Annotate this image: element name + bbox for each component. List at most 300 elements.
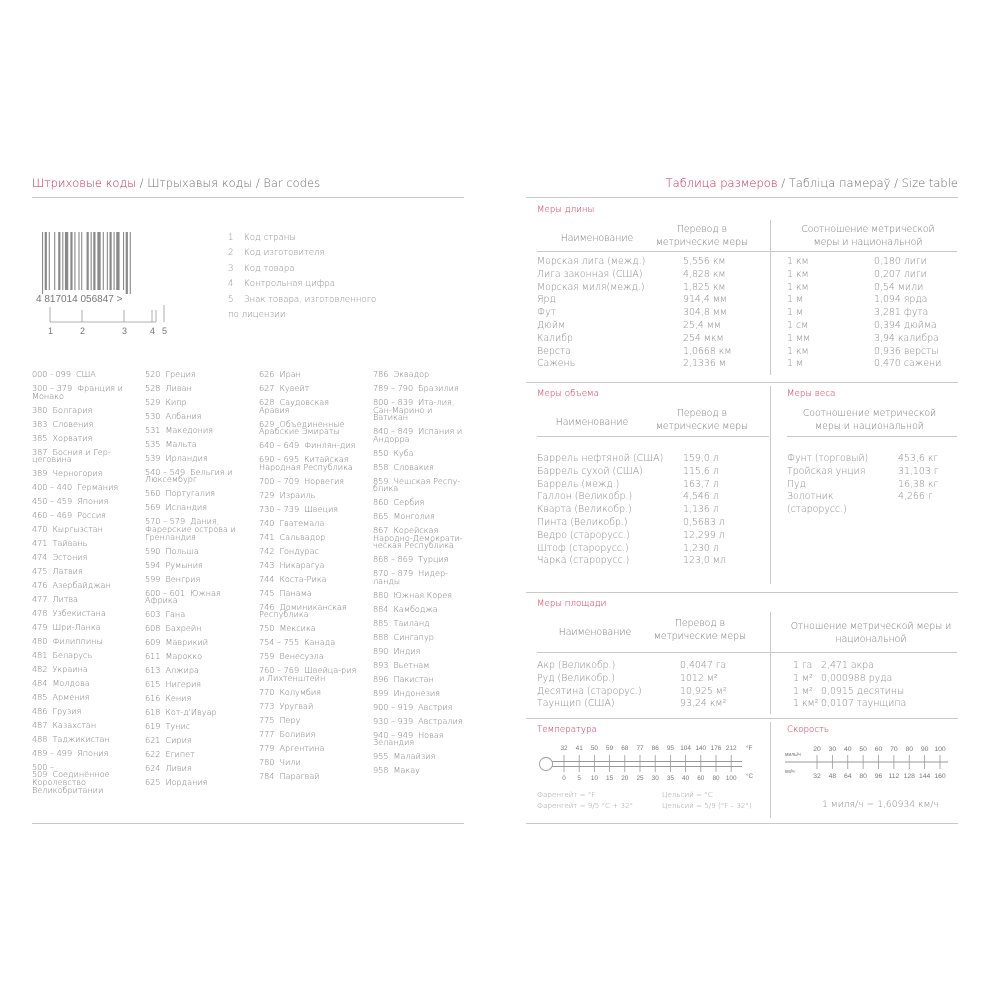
mph-value: 100 — [934, 746, 946, 753]
country-code-row — [259, 653, 359, 661]
country-code-row — [259, 686, 359, 697]
length-header-conv: Перевод в метрические меры — [655, 224, 749, 248]
length-name: Лига законная (США) — [537, 268, 643, 280]
country-name: Ливан — [165, 382, 192, 393]
country-codes-column-3 — [259, 371, 359, 787]
country-name: Словения — [52, 418, 94, 429]
country-code-row — [373, 513, 469, 521]
country-code-row — [145, 762, 245, 773]
country-code: 389 — [32, 468, 48, 479]
area-ratio-value: 0,000988 руда — [821, 672, 893, 684]
country-code: 480 — [32, 635, 48, 646]
country-code: 479 — [32, 621, 48, 632]
volume-value: 4,546 л — [683, 491, 719, 503]
barcode-bar — [110, 232, 112, 290]
country-name: Исландия — [165, 502, 208, 513]
celsius-label: 100 — [725, 775, 737, 782]
country-code: 860 — [373, 497, 389, 508]
length-ratio-values — [874, 256, 941, 371]
country-code: 786 — [373, 369, 389, 379]
volume-value: 1,136 л — [683, 504, 719, 516]
country-code-row — [145, 681, 245, 689]
fahrenheit-label: 68 — [621, 745, 629, 752]
country-code-row — [259, 700, 359, 711]
mph-value: 30 — [828, 746, 837, 753]
country-name: Израиль — [279, 489, 316, 500]
length-ratio-value: 0,180 лиги — [874, 256, 927, 267]
temp-note-c: Цельсий = °С Цельсий = 5/9 (°F – 32°) — [662, 790, 752, 810]
country-code-row — [145, 518, 245, 541]
celsius-label: 0 — [562, 775, 566, 782]
weight-values — [898, 453, 938, 504]
volume-value: 115,6 л — [683, 465, 719, 477]
country-name: Соединённое Королевство Великобритании — [32, 769, 110, 795]
weight-value: 31,103 г — [898, 465, 939, 477]
volume-value: 0,5683 л — [683, 516, 725, 528]
country-code-row — [259, 418, 359, 437]
country-name: Пакистан — [393, 673, 434, 684]
country-code-row — [259, 382, 359, 393]
country-code-row — [145, 452, 245, 463]
right-bottom-rule — [526, 823, 958, 824]
country-code: 775 — [259, 714, 275, 725]
country-code: 481 — [32, 649, 48, 660]
length-ratio-value: 0,207 лиги — [874, 268, 927, 280]
volume-section-title: Меры объема — [537, 389, 599, 399]
country-code: 450 – 459 — [32, 496, 73, 507]
country-code: 476 — [32, 579, 48, 590]
country-code: 569 — [145, 502, 161, 513]
area-ratio-value: 0,0107 таунщипа — [821, 698, 907, 710]
country-name: Хорватия — [52, 432, 93, 443]
length-ratio-unit: 1 м — [787, 358, 804, 370]
country-name: Египет — [165, 748, 195, 759]
country-name: Турция — [418, 554, 449, 565]
country-code-row — [259, 770, 359, 781]
barcode-bar — [93, 232, 95, 290]
country-code: 624 — [145, 762, 161, 773]
legend-item-cont: по лицензии — [228, 310, 286, 321]
country-code: 560 — [145, 488, 161, 499]
country-name: Иран — [279, 369, 301, 379]
country-code: 700 – 709 — [259, 475, 300, 486]
country-code: 789 – 790 — [373, 382, 414, 393]
country-code-row — [32, 432, 132, 443]
barcode-legend — [228, 231, 376, 323]
area-header-ratio: Отношение метрической меры и национальной — [790, 621, 952, 645]
country-code: 930 – 939 — [373, 715, 414, 726]
country-name: Корейская Народно-Демократи-ческая Республика — [373, 525, 463, 551]
barcode-bar — [65, 232, 68, 290]
country-name: Норвегия — [304, 475, 345, 486]
country-code-row — [259, 742, 359, 753]
country-code-row — [373, 659, 469, 670]
country-code: 779 — [259, 742, 275, 753]
country-code-row — [32, 446, 132, 465]
country-name: Грузия — [52, 705, 82, 716]
length-value: 304,8 мм — [683, 307, 727, 319]
country-name: Таиланд — [393, 617, 430, 628]
country-codes-column-1 — [32, 371, 132, 801]
country-name: Казахстан — [52, 719, 97, 730]
country-code-row — [373, 767, 469, 775]
celsius-label: 15 — [606, 775, 614, 782]
barcode-bar — [116, 232, 119, 290]
country-code-row — [259, 714, 359, 725]
country-code-row — [32, 649, 132, 660]
barcode-bar — [126, 232, 128, 294]
country-name: Боливия — [279, 728, 316, 739]
country-code: 621 — [145, 735, 161, 745]
country-name: Венгрия — [165, 573, 201, 584]
country-code-row — [145, 438, 245, 449]
country-code: 850 — [373, 447, 389, 458]
legend-item: 3 Код товара — [228, 263, 295, 274]
country-name: Маврикий — [165, 637, 209, 648]
country-name: Армения — [52, 691, 90, 702]
temperature-section-title: Температура — [537, 725, 597, 735]
country-code-row — [32, 705, 132, 716]
volume-name: Галлон (Великобр.) — [537, 491, 633, 503]
barcode-bar — [130, 232, 131, 294]
barcode-bar — [87, 232, 89, 290]
country-code: 625 — [145, 776, 161, 787]
fahrenheit-label: 32 — [560, 745, 568, 752]
country-code-row — [145, 587, 245, 606]
country-name: Австрия — [418, 701, 453, 712]
country-code-row — [145, 424, 245, 435]
country-code: 488 — [32, 733, 48, 744]
length-value: 25,4 мм — [683, 319, 721, 331]
country-name: Чешская Респу-блика — [373, 475, 461, 494]
country-name: Бахрейн — [165, 623, 202, 634]
length-ratio-unit: 1 км — [787, 345, 809, 357]
country-code: 840 – 849 — [373, 426, 414, 437]
country-name: Литва — [52, 593, 79, 604]
country-code: 742 — [259, 545, 275, 556]
country-name: Индонезия — [393, 687, 441, 698]
country-code: 539 — [145, 452, 161, 463]
country-code: 899 — [373, 687, 389, 698]
country-code-row — [32, 554, 132, 562]
weight-name: Пуд — [787, 478, 806, 490]
country-name: Узбекистана — [52, 607, 106, 618]
country-code-row — [373, 753, 469, 761]
area-values — [680, 660, 727, 711]
celsius-label: 25 — [636, 775, 644, 782]
fahrenheit-label: 59 — [606, 745, 614, 752]
country-code: 867 — [373, 525, 389, 536]
barcode-bar — [45, 232, 47, 290]
mph-value: 90 — [920, 746, 929, 753]
country-code-row — [32, 677, 132, 688]
mph-value: 60 — [874, 746, 883, 753]
country-code: 608 — [145, 623, 161, 634]
country-name: Шри-Ланка — [52, 621, 101, 632]
country-code-row — [32, 579, 132, 590]
left-bottom-rule — [32, 823, 464, 824]
celsius-label: 80 — [712, 775, 720, 782]
country-name: Нидер-ланды — [373, 568, 449, 586]
country-name: Эквадор — [393, 369, 430, 379]
country-code-row — [259, 728, 359, 739]
country-code-row — [145, 776, 245, 787]
country-code-row — [373, 603, 469, 614]
country-code-row — [32, 621, 132, 632]
country-code: 629 — [259, 418, 275, 429]
length-value: 914,4 мм — [683, 294, 727, 306]
country-name: Дания, Фарерские острова и Гренландия — [145, 516, 236, 542]
country-code-row — [373, 701, 469, 712]
area-header-name: Наименование — [558, 627, 632, 638]
volume-name: Баррель (межд.) — [537, 478, 620, 490]
country-code-row — [259, 442, 359, 450]
country-code: 611 — [145, 651, 161, 662]
country-code: 773 — [259, 700, 275, 711]
area-header-conv: Перевод в метрические меры — [653, 618, 747, 642]
kmh-value: 112 — [888, 773, 900, 780]
speed-section-title: Скорость — [787, 725, 830, 735]
country-name: Вьетнам — [393, 659, 430, 670]
volume-name: Чарка (старорусс.) — [537, 555, 630, 567]
country-name: Гондурас — [279, 545, 320, 556]
country-code: 780 — [259, 756, 275, 767]
length-name: Ярд — [537, 294, 556, 306]
country-name: Финлян-дия — [304, 440, 356, 451]
country-code-row — [145, 490, 245, 498]
country-code-row — [373, 687, 469, 698]
country-code: 383 — [32, 418, 48, 429]
area-name: Акр (Великобр.) — [537, 660, 616, 671]
country-code: 744 — [259, 573, 275, 584]
length-name: Дюйм — [537, 319, 566, 331]
country-code: 870 – 879 — [373, 568, 414, 579]
kmh-value: 64 — [843, 773, 852, 780]
country-code-row — [145, 396, 245, 407]
country-code: 471 — [32, 538, 48, 549]
country-code-row — [373, 499, 469, 507]
country-code-row — [259, 503, 359, 514]
country-code: 884 — [373, 603, 389, 614]
country-name: Сербия — [393, 497, 425, 508]
country-name: Филиппины — [52, 635, 103, 646]
country-code: 940 – 949 — [373, 729, 414, 740]
kmh-label: км/ч — [785, 769, 795, 775]
country-code: 520 — [145, 369, 161, 379]
country-code-row — [145, 504, 245, 512]
country-name: Македония — [165, 424, 214, 435]
country-code: 741 — [259, 531, 275, 542]
country-code-row — [259, 756, 359, 767]
country-name: Малайзия — [393, 751, 436, 762]
volume-value: 1,230 л — [683, 542, 719, 554]
country-name: Азербайджан — [52, 579, 111, 590]
mph-label: миль/ч — [785, 752, 801, 758]
volume-value: 159,0 л — [683, 453, 719, 464]
country-code-row — [373, 617, 469, 628]
fahrenheit-label: 41 — [575, 745, 583, 752]
country-code-row — [145, 723, 245, 731]
area-section-title: Меры площади — [537, 599, 607, 609]
country-code: 759 — [259, 651, 275, 662]
country-name: Новая Зеландия — [373, 729, 444, 748]
country-code: 484 — [32, 677, 48, 688]
fahrenheit-label: 176 — [710, 745, 722, 752]
country-code-row — [32, 593, 132, 604]
country-name: Таджикистан — [52, 733, 110, 744]
country-name: Колумбия — [279, 686, 322, 697]
country-name: Япония — [77, 496, 109, 507]
country-codes-column-2 — [145, 371, 245, 793]
country-name: Эстония — [52, 552, 88, 562]
country-code: 385 — [32, 432, 48, 443]
barcode-bar — [54, 232, 55, 290]
country-code: 745 — [259, 587, 275, 598]
area-ratio-unit: 1 м² — [793, 672, 813, 684]
country-code: 628 — [259, 396, 275, 407]
country-code-row — [373, 673, 469, 684]
country-name: Латвия — [52, 565, 83, 576]
country-code-row — [259, 475, 359, 486]
length-ratio-unit: 1 км — [787, 268, 809, 280]
country-name: Кот-д'Ивуар — [165, 707, 217, 718]
country-code: 750 — [259, 623, 275, 634]
country-code-row — [32, 663, 132, 674]
fahrenheit-label: 50 — [590, 745, 598, 752]
country-code: 743 — [259, 559, 275, 570]
volume-value: 163,7 л — [683, 478, 719, 490]
length-ratio-units — [787, 256, 810, 371]
length-ratio-unit: 1 м — [787, 294, 804, 306]
kmh-value: 80 — [859, 773, 867, 780]
weight-value: 4,266 г — [898, 491, 933, 503]
country-code-row — [373, 396, 469, 423]
length-header-name: Наименование — [560, 233, 634, 244]
area-ratio-unit: 1 м² — [793, 685, 813, 697]
country-name: Бразилия — [418, 382, 459, 393]
country-name: Индия — [393, 645, 421, 656]
country-code: 890 — [373, 645, 389, 656]
country-code: 626 — [259, 369, 275, 379]
country-code: 387 — [32, 446, 48, 457]
weight-extra: (старорусс.) — [787, 504, 847, 515]
country-code-row — [32, 498, 132, 506]
area-name: Десятина (старорус.) — [537, 685, 642, 697]
country-code: 888 — [373, 631, 389, 642]
country-code: 590 — [145, 545, 161, 556]
length-ratio-unit: 1 мм — [787, 332, 811, 344]
size-table-title: Таблица размеров / Табліца памераў / Size table — [665, 176, 958, 190]
celsius-label: 30 — [651, 775, 659, 782]
length-ratio-value: 1,094 ярда — [874, 294, 928, 306]
length-value: 1,825 км — [683, 281, 726, 293]
country-name: Китайская Народная Республика — [259, 454, 353, 472]
country-name: Черногория — [52, 468, 103, 479]
speed-scale — [783, 740, 955, 782]
country-name: Ливия — [165, 762, 192, 773]
country-name: Макау — [393, 765, 420, 776]
country-code-row — [145, 573, 245, 584]
fahrenheit-label: 104 — [680, 745, 691, 752]
country-name: Греция — [165, 369, 196, 379]
country-codes-column-4 — [373, 371, 469, 781]
country-code: 616 — [145, 693, 161, 704]
barcode-pointer-number: 2 — [80, 326, 86, 336]
left-title-rule — [32, 197, 464, 198]
country-name: Бельгия и Люксембург — [145, 466, 233, 485]
volume-value: 123,0 мл — [683, 555, 726, 567]
country-code-row — [259, 545, 359, 556]
country-name: Сальвадор — [279, 531, 326, 542]
length-name: Верста — [537, 345, 571, 357]
length-ratio-value: 0,936 версты — [874, 345, 939, 357]
country-code-row — [373, 428, 469, 443]
length-header-ratio: Соотношение метрической меры и национальной — [801, 224, 935, 248]
country-name: Австралия — [418, 715, 463, 726]
country-code-row — [32, 404, 132, 415]
country-code-row — [32, 733, 132, 744]
country-code: 784 — [259, 770, 275, 781]
length-name: Морская лига (межд.) — [537, 256, 646, 267]
country-code: 570 – 579 — [145, 516, 186, 527]
celsius-label: 10 — [590, 775, 598, 782]
length-value: 4,828 км — [683, 268, 726, 280]
country-code: 622 — [145, 748, 161, 759]
country-code-row — [32, 635, 132, 646]
country-name: Перу — [279, 714, 301, 725]
length-ratio-value: 0,470 сажени — [874, 358, 942, 370]
volume-values — [683, 453, 726, 568]
mph-value: 50 — [859, 746, 867, 753]
celsius-label: 5 — [577, 775, 581, 782]
country-code: 000 - 099 — [32, 369, 71, 379]
country-code: 486 — [32, 705, 48, 716]
country-name: Польша — [165, 545, 199, 556]
country-code: 859 — [373, 475, 389, 486]
country-name: Коста-Рика — [279, 573, 327, 584]
country-code: 529 — [145, 396, 161, 407]
barcode-bar — [107, 232, 108, 290]
area-name: Руд (Великобр.) — [537, 672, 615, 684]
country-code: 594 — [145, 559, 161, 570]
legend-item: 1 Код страны — [228, 233, 296, 243]
country-name: Молдова — [52, 677, 90, 688]
country-name: США — [75, 369, 96, 379]
length-name: Фут — [537, 307, 556, 319]
length-value: 5,556 км — [683, 256, 726, 267]
weight-name: Золотник — [787, 491, 834, 503]
country-code-row — [259, 625, 359, 633]
country-code-row — [259, 601, 359, 620]
barcode-pointer-number: 3 — [122, 326, 128, 336]
country-code: 380 — [32, 404, 48, 415]
country-name: Мексика — [279, 623, 316, 634]
barcode-bar — [91, 232, 92, 290]
country-code: 615 — [145, 679, 161, 690]
country-code-row — [259, 396, 359, 415]
country-name: Ирландия — [165, 452, 208, 463]
length-ratio-value: 0,394 дюйма — [874, 319, 937, 331]
area-ratio-unit: 1 га — [793, 660, 813, 671]
legend-item: 5 Знак товара, изготовленного — [228, 294, 377, 305]
country-code: 955 — [373, 751, 389, 762]
country-code-row — [145, 695, 245, 703]
country-code: 478 — [32, 607, 48, 618]
barcode-bar — [114, 232, 115, 290]
barcode-digits: 4 817014 056847 > — [36, 294, 123, 305]
country-code-row — [32, 540, 132, 548]
country-code: 893 — [373, 659, 389, 670]
